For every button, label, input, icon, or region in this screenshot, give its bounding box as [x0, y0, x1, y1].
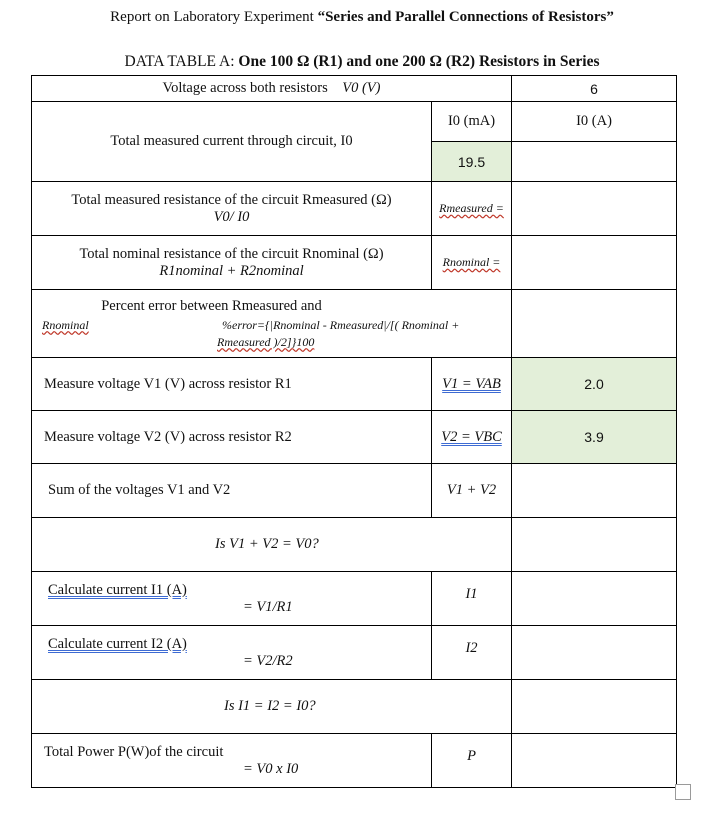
table-caption [0, 53, 724, 71]
v1-value[interactable]: 2.0 [512, 358, 677, 411]
sum-label: Sum of the voltages V1 and V2 [32, 464, 432, 518]
v2-symbol: V2 = VBC [432, 411, 512, 464]
sum-symbol: V1 + V2 [432, 464, 512, 518]
i1-label: Calculate current I1 (A) [48, 581, 187, 598]
i1-label-cell [32, 572, 432, 626]
percent-error-formula-b: Rmeasured )/2]}100 [217, 334, 315, 349]
table-row-v1 [32, 358, 677, 411]
report-title [0, 9, 724, 26]
i2-label: Calculate current I2 (A) [48, 635, 187, 652]
percent-error-value[interactable] [512, 290, 677, 358]
current-ma-value[interactable]: 19.5 [432, 142, 512, 182]
power-label-cell [32, 734, 432, 788]
current-a-value[interactable] [512, 142, 677, 182]
current-ma-header: I0 (mA) [432, 102, 512, 142]
table-row-current-header [32, 102, 677, 142]
table-row-r-measured [32, 182, 677, 236]
r-nominal-label-cell [32, 236, 432, 290]
percent-error-label-cell [32, 290, 512, 358]
r-measured-symbol: Rmeasured = [432, 182, 512, 236]
percent-error-rnominal: Rnominal [42, 317, 89, 332]
question-v-label: Is V1 + V2 = V0? [32, 518, 512, 572]
i1-formula: = V1/R1 [243, 598, 293, 615]
question-i-label: Is I1 = I2 = I0? [32, 680, 512, 734]
table-row-question-i [32, 680, 677, 734]
r-measured-label-cell [32, 182, 432, 236]
report-title-name: “Series and Parallel Connections of Resistors” [317, 9, 614, 25]
r-nominal-label: Total nominal resistance of the circuit Rnominal (Ω) [79, 245, 384, 262]
r-measured-formula: V0/ I0 [213, 208, 250, 225]
v2-label: Measure voltage V2 (V) across resistor R2 [32, 411, 432, 464]
power-formula: = V0 x I0 [243, 760, 299, 777]
table-row-v2 [32, 411, 677, 464]
v1-symbol: V1 = VAB [432, 358, 512, 411]
table-row-voltage [32, 76, 677, 102]
table-caption-title: One 100 Ω (R1) and one 200 Ω (R2) Resistors in Series [238, 53, 600, 70]
voltage-symbol: V0 (V) [342, 80, 381, 96]
r-measured-label: Total measured resistance of the circuit Rmeasured (Ω) [71, 191, 392, 208]
v2-value[interactable]: 3.9 [512, 411, 677, 464]
power-value[interactable] [512, 734, 677, 788]
question-v-value[interactable] [512, 518, 677, 572]
table-caption-prefix: DATA TABLE A: [124, 53, 239, 70]
table-row-percent-error [32, 290, 677, 358]
current-label: Total measured current through circuit, I0 [32, 102, 432, 182]
percent-error-label: Percent error between Rmeasured and [101, 297, 322, 314]
question-i-value[interactable] [512, 680, 677, 734]
r-nominal-value[interactable] [512, 236, 677, 290]
r-nominal-formula: R1nominal + R2nominal [159, 262, 304, 279]
power-label: Total Power P(W)of the circuit [44, 743, 224, 760]
table-row-question-v [32, 518, 677, 572]
power-symbol: P [432, 734, 512, 788]
voltage-label: Voltage across both resistors [162, 80, 328, 96]
i2-symbol: I2 [432, 626, 512, 680]
r-nominal-symbol: Rnominal = [432, 236, 512, 290]
v1-label: Measure voltage V1 (V) across resistor R1 [32, 358, 432, 411]
i1-value[interactable] [512, 572, 677, 626]
i2-label-cell [32, 626, 432, 680]
voltage-value[interactable]: 6 [512, 76, 677, 102]
table-row-r-nominal [32, 236, 677, 290]
table-row-power [32, 734, 677, 788]
table-row-sum [32, 464, 677, 518]
report-title-prefix: Report on Laboratory Experiment [110, 9, 318, 25]
data-table-a [31, 75, 677, 788]
voltage-label-cell [32, 76, 512, 102]
i1-symbol: I1 [432, 572, 512, 626]
table-row-i2 [32, 626, 677, 680]
percent-error-formula-a: %error={|Rnominal - Rmeasured|/[( Rnominal + [222, 317, 460, 332]
r-measured-value[interactable] [512, 182, 677, 236]
table-row-i1 [32, 572, 677, 626]
i2-value[interactable] [512, 626, 677, 680]
current-a-header: I0 (A) [512, 102, 677, 142]
i2-formula: = V2/R2 [243, 652, 293, 669]
table-resize-handle[interactable] [675, 784, 691, 800]
sum-value[interactable] [512, 464, 677, 518]
